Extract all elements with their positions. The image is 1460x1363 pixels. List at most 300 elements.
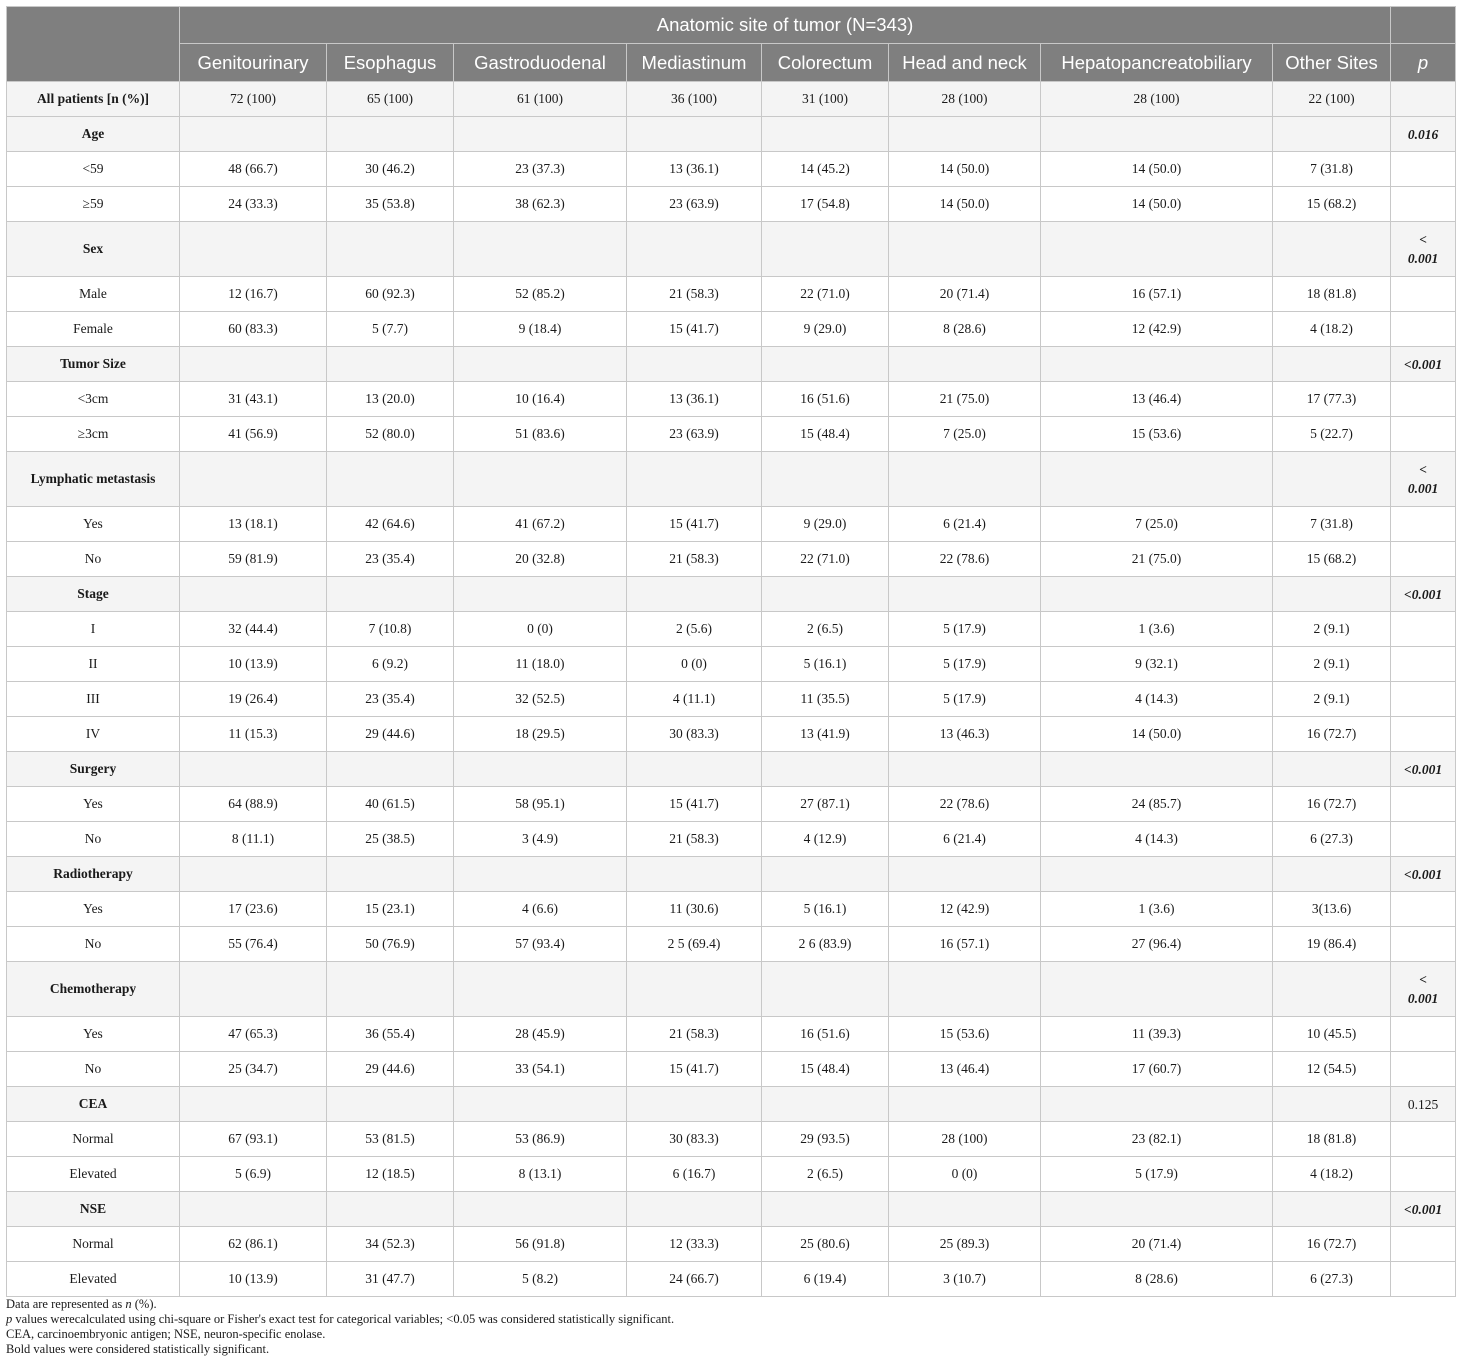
table-cell: 23 (63.9) — [627, 417, 762, 452]
table-cell: 12 (18.5) — [327, 1157, 454, 1192]
table-cell: 2 (9.1) — [1273, 647, 1391, 682]
row-label: Lymphatic metastasis — [7, 452, 180, 507]
table-cell: 11 (39.3) — [1041, 1017, 1273, 1052]
table-cell — [1273, 347, 1391, 382]
table-cell: 53 (81.5) — [327, 1122, 454, 1157]
table-cell: 31 (47.7) — [327, 1262, 454, 1297]
row-label: No — [7, 542, 180, 577]
table-cell — [180, 1192, 327, 1227]
row-label: All patients [n (%)] — [7, 82, 180, 117]
table-cell: 5 (6.9) — [180, 1157, 327, 1192]
table-cell: 31 (43.1) — [180, 382, 327, 417]
footnote-4: Bold values were considered statistically significant. — [6, 1342, 270, 1356]
table-container — [6, 6, 1455, 1297]
table-cell: 4 (6.6) — [454, 892, 627, 927]
p-value-cell — [1391, 927, 1456, 962]
table-cell: 16 (72.7) — [1273, 1227, 1391, 1262]
row-label: Yes — [7, 507, 180, 542]
table-row — [7, 382, 1456, 417]
row-label: CEA — [7, 1087, 180, 1122]
table-cell: 30 (83.3) — [627, 1122, 762, 1157]
patient-characteristics-table — [6, 6, 1456, 1297]
table-cell: 13 (46.3) — [889, 717, 1041, 752]
table-cell — [762, 347, 889, 382]
p-value-line-2: 0.001 — [1407, 991, 1439, 1006]
p-value-line-1: < — [1419, 972, 1427, 987]
table-cell: 6 (21.4) — [889, 822, 1041, 857]
table-cell: 21 (58.3) — [627, 542, 762, 577]
p-value-cell — [1391, 222, 1456, 277]
table-cell: 4 (18.2) — [1273, 1157, 1391, 1192]
p-value-cell — [1391, 647, 1456, 682]
table-cell: 72 (100) — [180, 82, 327, 117]
header-span-title: Anatomic site of tumor (N=343) — [180, 7, 1391, 44]
table-cell: 3(13.6) — [1273, 892, 1391, 927]
table-cell — [180, 752, 327, 787]
table-cell: 24 (66.7) — [627, 1262, 762, 1297]
col-header-other-sites: Other Sites — [1273, 44, 1391, 82]
p-value-line-2: 0.001 — [1407, 481, 1439, 496]
table-cell: 16 (51.6) — [762, 1017, 889, 1052]
table-cell: 52 (85.2) — [454, 277, 627, 312]
p-value-cell — [1391, 187, 1456, 222]
table-cell — [627, 452, 762, 507]
table-cell — [327, 452, 454, 507]
table-cell: 15 (53.6) — [889, 1017, 1041, 1052]
row-label: Stage — [7, 577, 180, 612]
table-cell: 25 (34.7) — [180, 1052, 327, 1087]
table-cell — [627, 962, 762, 1017]
row-label: III — [7, 682, 180, 717]
table-cell: 5 (22.7) — [1273, 417, 1391, 452]
table-row — [7, 152, 1456, 187]
row-label: ≥3cm — [7, 417, 180, 452]
table-cell: 34 (52.3) — [327, 1227, 454, 1262]
table-cell: 21 (75.0) — [889, 382, 1041, 417]
table-row — [7, 1157, 1456, 1192]
col-header-genitourinary: Genitourinary — [180, 44, 327, 82]
table-cell: 10 (13.9) — [180, 647, 327, 682]
table-cell: 14 (50.0) — [1041, 152, 1273, 187]
table-cell — [1273, 577, 1391, 612]
table-cell — [762, 1192, 889, 1227]
table-cell: 25 (80.6) — [762, 1227, 889, 1262]
table-cell: 30 (46.2) — [327, 152, 454, 187]
table-cell: 12 (42.9) — [889, 892, 1041, 927]
table-cell: 36 (100) — [627, 82, 762, 117]
table-cell: 38 (62.3) — [454, 187, 627, 222]
row-label: Female — [7, 312, 180, 347]
table-cell — [327, 577, 454, 612]
table-cell — [454, 577, 627, 612]
table-cell — [762, 117, 889, 152]
p-value-cell — [1391, 452, 1456, 507]
p-value-cell — [1391, 962, 1456, 1017]
table-cell: 14 (50.0) — [889, 152, 1041, 187]
col-header-p: p — [1391, 44, 1456, 82]
row-label: <59 — [7, 152, 180, 187]
table-cell: 8 (13.1) — [454, 1157, 627, 1192]
row-label: Sex — [7, 222, 180, 277]
table-cell: 53 (86.9) — [454, 1122, 627, 1157]
table-cell — [627, 857, 762, 892]
table-cell: 3 (4.9) — [454, 822, 627, 857]
table-cell: 7 (31.8) — [1273, 152, 1391, 187]
table-cell: 23 (63.9) — [627, 187, 762, 222]
table-cell: 52 (80.0) — [327, 417, 454, 452]
table-cell: 32 (44.4) — [180, 612, 327, 647]
col-header-head-and-neck: Head and neck — [889, 44, 1041, 82]
table-row — [7, 1227, 1456, 1262]
table-cell: 15 (23.1) — [327, 892, 454, 927]
table-cell: 20 (71.4) — [1041, 1227, 1273, 1262]
p-value-cell — [1391, 1122, 1456, 1157]
table-cell — [1041, 222, 1273, 277]
table-cell: 16 (72.7) — [1273, 717, 1391, 752]
table-cell: 13 (41.9) — [762, 717, 889, 752]
table-cell — [1041, 752, 1273, 787]
table-cell — [454, 962, 627, 1017]
table-cell: 50 (76.9) — [327, 927, 454, 962]
table-cell — [1041, 1087, 1273, 1122]
table-row — [7, 542, 1456, 577]
table-cell — [327, 857, 454, 892]
table-cell: 11 (35.5) — [762, 682, 889, 717]
table-cell: 22 (71.0) — [762, 277, 889, 312]
table-cell: 5 (17.9) — [889, 612, 1041, 647]
row-label: Male — [7, 277, 180, 312]
p-value-cell: <0.001 — [1391, 347, 1456, 382]
table-cell: 6 (19.4) — [762, 1262, 889, 1297]
table-cell: 16 (51.6) — [762, 382, 889, 417]
p-value-cell: 0.016 — [1391, 117, 1456, 152]
table-row — [7, 717, 1456, 752]
table-cell: 12 (33.3) — [627, 1227, 762, 1262]
table-cell: 16 (57.1) — [1041, 277, 1273, 312]
table-cell: 15 (68.2) — [1273, 187, 1391, 222]
table-cell: 19 (26.4) — [180, 682, 327, 717]
row-label: Surgery — [7, 752, 180, 787]
table-cell — [762, 222, 889, 277]
row-label: No — [7, 927, 180, 962]
table-cell: 15 (48.4) — [762, 1052, 889, 1087]
row-label: Elevated — [7, 1262, 180, 1297]
table-cell: 22 (78.6) — [889, 542, 1041, 577]
p-value-cell: <0.001 — [1391, 752, 1456, 787]
table-cell — [1273, 857, 1391, 892]
table-cell: 18 (29.5) — [454, 717, 627, 752]
row-label: No — [7, 1052, 180, 1087]
table-cell — [180, 222, 327, 277]
table-cell: 11 (30.6) — [627, 892, 762, 927]
p-value-cell — [1391, 1227, 1456, 1262]
row-label: Elevated — [7, 1157, 180, 1192]
table-cell — [454, 1087, 627, 1122]
table-cell: 23 (37.3) — [454, 152, 627, 187]
table-row — [7, 1262, 1456, 1297]
table-cell — [1273, 962, 1391, 1017]
table-row — [7, 647, 1456, 682]
row-label: Tumor Size — [7, 347, 180, 382]
col-header-gastroduodenal: Gastroduodenal — [454, 44, 627, 82]
table-cell: 7 (25.0) — [1041, 507, 1273, 542]
table-cell: 14 (45.2) — [762, 152, 889, 187]
table-cell: 28 (100) — [889, 1122, 1041, 1157]
table-cell: 10 (16.4) — [454, 382, 627, 417]
table-cell: 12 (16.7) — [180, 277, 327, 312]
table-cell — [180, 1087, 327, 1122]
table-cell: 4 (14.3) — [1041, 822, 1273, 857]
table-row — [7, 417, 1456, 452]
table-cell: 42 (64.6) — [327, 507, 454, 542]
table-cell: 13 (36.1) — [627, 382, 762, 417]
table-cell: 6 (27.3) — [1273, 1262, 1391, 1297]
table-cell: 22 (78.6) — [889, 787, 1041, 822]
table-row — [7, 612, 1456, 647]
table-cell: 29 (44.6) — [327, 717, 454, 752]
p-value-cell — [1391, 277, 1456, 312]
table-cell — [327, 1087, 454, 1122]
table-cell — [762, 1087, 889, 1122]
table-cell — [762, 452, 889, 507]
table-cell: 15 (41.7) — [627, 312, 762, 347]
table-row — [7, 892, 1456, 927]
row-label: Normal — [7, 1122, 180, 1157]
table-cell: 61 (100) — [454, 82, 627, 117]
table-cell — [627, 752, 762, 787]
table-cell — [327, 1192, 454, 1227]
p-value-cell — [1391, 717, 1456, 752]
table-group-row — [7, 962, 1456, 1017]
table-cell: 19 (86.4) — [1273, 927, 1391, 962]
row-label: No — [7, 822, 180, 857]
row-label: IV — [7, 717, 180, 752]
table-cell: 0 (0) — [454, 612, 627, 647]
table-cell — [889, 1192, 1041, 1227]
table-cell: 41 (56.9) — [180, 417, 327, 452]
table-cell: 40 (61.5) — [327, 787, 454, 822]
table-cell — [454, 117, 627, 152]
p-value-cell — [1391, 1262, 1456, 1297]
table-row — [7, 1122, 1456, 1157]
table-row — [7, 927, 1456, 962]
table-cell: 5 (17.9) — [889, 682, 1041, 717]
table-cell: 2 (5.6) — [627, 612, 762, 647]
table-cell: 14 (50.0) — [889, 187, 1041, 222]
table-cell: 15 (53.6) — [1041, 417, 1273, 452]
col-header-mediastinum: Mediastinum — [627, 44, 762, 82]
table-cell: 51 (83.6) — [454, 417, 627, 452]
row-label: Chemotherapy — [7, 962, 180, 1017]
table-cell: 17 (23.6) — [180, 892, 327, 927]
table-cell: 15 (68.2) — [1273, 542, 1391, 577]
table-cell: 21 (58.3) — [627, 277, 762, 312]
table-cell — [889, 857, 1041, 892]
header-corner — [7, 7, 180, 82]
table-cell: 8 (28.6) — [889, 312, 1041, 347]
table-cell: 15 (41.7) — [627, 1052, 762, 1087]
p-value-cell — [1391, 682, 1456, 717]
table-cell: 2 (9.1) — [1273, 612, 1391, 647]
table-cell — [1041, 452, 1273, 507]
table-cell: 67 (93.1) — [180, 1122, 327, 1157]
p-value-cell — [1391, 822, 1456, 857]
footnote-1 — [6, 1297, 674, 1312]
table-cell: 6 (21.4) — [889, 507, 1041, 542]
table-cell: 28 (100) — [1041, 82, 1273, 117]
table-cell — [889, 222, 1041, 277]
table-cell: 5 (17.9) — [1041, 1157, 1273, 1192]
p-value-cell — [1391, 507, 1456, 542]
table-cell — [180, 452, 327, 507]
row-label: I — [7, 612, 180, 647]
table-cell: 58 (95.1) — [454, 787, 627, 822]
table-group-row — [7, 857, 1456, 892]
table-cell: 2 (9.1) — [1273, 682, 1391, 717]
table-cell: 9 (18.4) — [454, 312, 627, 347]
table-cell: 59 (81.9) — [180, 542, 327, 577]
table-cell: 17 (77.3) — [1273, 382, 1391, 417]
col-header-esophagus: Esophagus — [327, 44, 454, 82]
table-cell: 5 (16.1) — [762, 892, 889, 927]
table-cell — [889, 577, 1041, 612]
table-cell — [454, 347, 627, 382]
table-cell — [180, 577, 327, 612]
table-cell: 30 (83.3) — [627, 717, 762, 752]
p-value-line-1: < — [1419, 232, 1427, 247]
table-cell: 5 (7.7) — [327, 312, 454, 347]
table-cell: 10 (45.5) — [1273, 1017, 1391, 1052]
p-value-cell — [1391, 892, 1456, 927]
table-cell: 7 (10.8) — [327, 612, 454, 647]
p-value-cell — [1391, 152, 1456, 187]
table-cell — [454, 857, 627, 892]
table-row — [7, 312, 1456, 347]
p-value-cell — [1391, 1157, 1456, 1192]
table-cell — [627, 577, 762, 612]
table-cell: 13 (46.4) — [889, 1052, 1041, 1087]
table-cell: 29 (44.6) — [327, 1052, 454, 1087]
table-cell — [327, 222, 454, 277]
table-cell: 1 (3.6) — [1041, 892, 1273, 927]
table-cell: 0 (0) — [627, 647, 762, 682]
table-body — [7, 82, 1456, 1297]
table-cell: 0 (0) — [889, 1157, 1041, 1192]
table-cell: 17 (54.8) — [762, 187, 889, 222]
table-group-row — [7, 222, 1456, 277]
table-cell — [627, 347, 762, 382]
table-cell: 60 (92.3) — [327, 277, 454, 312]
table-group-row — [7, 577, 1456, 612]
table-group-row — [7, 82, 1456, 117]
table-cell: 4 (18.2) — [1273, 312, 1391, 347]
row-label: <3cm — [7, 382, 180, 417]
table-cell: 21 (58.3) — [627, 822, 762, 857]
table-cell: 36 (55.4) — [327, 1017, 454, 1052]
table-cell: 13 (46.4) — [1041, 382, 1273, 417]
table-cell: 9 (29.0) — [762, 312, 889, 347]
table-cell: 2 (6.5) — [762, 612, 889, 647]
table-cell — [889, 752, 1041, 787]
table-group-row — [7, 1192, 1456, 1227]
table-cell — [1041, 117, 1273, 152]
table-cell: 9 (32.1) — [1041, 647, 1273, 682]
table-cell: 11 (15.3) — [180, 717, 327, 752]
table-row — [7, 277, 1456, 312]
table-cell: 17 (60.7) — [1041, 1052, 1273, 1087]
table-group-row — [7, 347, 1456, 382]
footnote-1-suffix: (%). — [131, 1297, 157, 1311]
p-value-cell — [1391, 1017, 1456, 1052]
table-cell: 28 (45.9) — [454, 1017, 627, 1052]
row-label: Yes — [7, 892, 180, 927]
table-cell: 35 (53.8) — [327, 187, 454, 222]
table-cell: 15 (48.4) — [762, 417, 889, 452]
table-cell — [762, 752, 889, 787]
table-cell: 8 (28.6) — [1041, 1262, 1273, 1297]
table-cell — [1273, 1192, 1391, 1227]
table-cell: 3 (10.7) — [889, 1262, 1041, 1297]
table-header — [7, 7, 1456, 82]
table-cell: 1 (3.6) — [1041, 612, 1273, 647]
table-cell: 23 (82.1) — [1041, 1122, 1273, 1157]
table-cell: 21 (58.3) — [627, 1017, 762, 1052]
table-cell — [1273, 752, 1391, 787]
table-cell: 5 (17.9) — [889, 647, 1041, 682]
table-cell — [327, 117, 454, 152]
table-cell — [889, 347, 1041, 382]
table-cell: 2 5 (69.4) — [627, 927, 762, 962]
table-cell: 18 (81.8) — [1273, 1122, 1391, 1157]
table-group-row — [7, 752, 1456, 787]
table-cell: 62 (86.1) — [180, 1227, 327, 1262]
table-cell — [627, 222, 762, 277]
table-cell — [1041, 1192, 1273, 1227]
table-cell — [327, 752, 454, 787]
row-label: NSE — [7, 1192, 180, 1227]
footnote-2-italic: p — [6, 1312, 13, 1326]
row-label: Normal — [7, 1227, 180, 1262]
table-cell: 12 (54.5) — [1273, 1052, 1391, 1087]
table-cell: 15 (41.7) — [627, 787, 762, 822]
table-cell: 65 (100) — [327, 82, 454, 117]
table-cell: 57 (93.4) — [454, 927, 627, 962]
table-cell — [1041, 962, 1273, 1017]
table-row — [7, 507, 1456, 542]
table-cell: 7 (25.0) — [889, 417, 1041, 452]
table-cell — [1273, 222, 1391, 277]
p-value-cell — [1391, 382, 1456, 417]
col-header-hepatopancreatobiliary: Hepatopancreatobiliary — [1041, 44, 1273, 82]
table-cell — [454, 1192, 627, 1227]
table-cell: 64 (88.9) — [180, 787, 327, 822]
row-label: Yes — [7, 1017, 180, 1052]
table-group-row — [7, 1087, 1456, 1122]
table-cell: 27 (87.1) — [762, 787, 889, 822]
table-cell: 7 (31.8) — [1273, 507, 1391, 542]
table-cell: 27 (96.4) — [1041, 927, 1273, 962]
table-cell: 41 (67.2) — [454, 507, 627, 542]
table-cell — [454, 452, 627, 507]
row-label: Radiotherapy — [7, 857, 180, 892]
table-cell: 4 (12.9) — [762, 822, 889, 857]
table-cell — [1041, 577, 1273, 612]
table-cell: 24 (33.3) — [180, 187, 327, 222]
table-row — [7, 1017, 1456, 1052]
table-cell: 4 (14.3) — [1041, 682, 1273, 717]
row-label: II — [7, 647, 180, 682]
table-cell: 12 (42.9) — [1041, 312, 1273, 347]
